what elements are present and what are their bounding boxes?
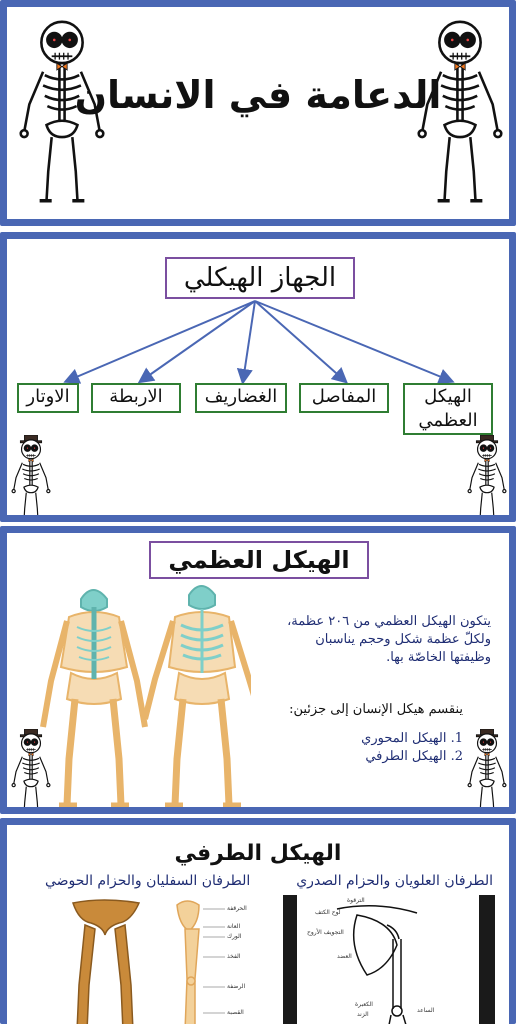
lower-label-ilium: الحرقفة [227,905,247,912]
skeleton-hat-right-illustration [465,729,509,814]
upper-label-forearm: الساعد [417,1007,435,1014]
lower-label-patella: الرضفة [227,983,246,990]
upper-label-ulna: الزند [357,1011,369,1018]
skeleton-hat-right-illustration [465,435,509,522]
list-item-appendicular: 2. الهيكل الطرفي [365,749,463,764]
upper-label-radius: الكعبرة [355,1001,373,1008]
part-box-joints: المفاصل [299,383,389,413]
intro-line-2: ولكلّ عظمة شكل وحجم يناسبان [315,632,491,647]
appendicular-heading: الهيكل الطرفي [174,841,342,866]
upper-limbs-caption: الطرفان العلويان والحزام الصدري [296,873,493,889]
upper-label-humerus: العضد [337,953,352,960]
upper-label-scapula: لوح الكتف [315,909,341,916]
intro-line-3: وظيفتها الخاصّة بها. [386,650,491,665]
bone-skeleton-heading: الهيكل العظمي [149,541,369,579]
skeleton-hat-left-illustration [9,435,53,522]
lower-limb-diagram [67,895,263,1024]
part-box-cartilage: الغضاريف [195,383,287,413]
skeletal-system-slide [0,232,516,522]
list-item-axial: 1. الهيكل المحوري [361,731,463,746]
title-slide [0,0,516,226]
part-box-tendons: الاوتار [17,383,79,413]
lower-limbs-caption: الطرفان السفليان والحزام الحوضي [45,873,251,889]
part-box-ligaments: الاربطة [91,383,181,413]
intro-line-1: يتكون الهيكل العظمي من ٢٠٦ عظمة، [287,614,491,629]
appendicular-skeleton-slide [0,818,516,1024]
skeletal-system-heading: الجهاز الهيكلي [165,257,355,299]
upper-label-glenoid: التجويف الأروح [307,929,344,936]
lower-label-femur: الفخذ [227,953,241,960]
lower-label-pubis: العانة [227,923,241,930]
bone-skeleton-slide [0,526,516,814]
skeleton-hat-left-illustration [9,729,53,814]
lower-label-hip: الورك [227,933,242,940]
human-skeleton-illustration [31,577,251,809]
page-title: الدعامة في الانسان [74,73,442,117]
upper-limb-diagram [283,895,495,1024]
upper-label-clavicle: الترقوة [347,897,365,904]
division-text: ينقسم هيكل الإنسان إلى جزئين: [289,702,463,717]
part-box-bones: الهيكل العظمي [403,383,493,435]
lower-label-tibia: القصبة [227,1009,244,1016]
